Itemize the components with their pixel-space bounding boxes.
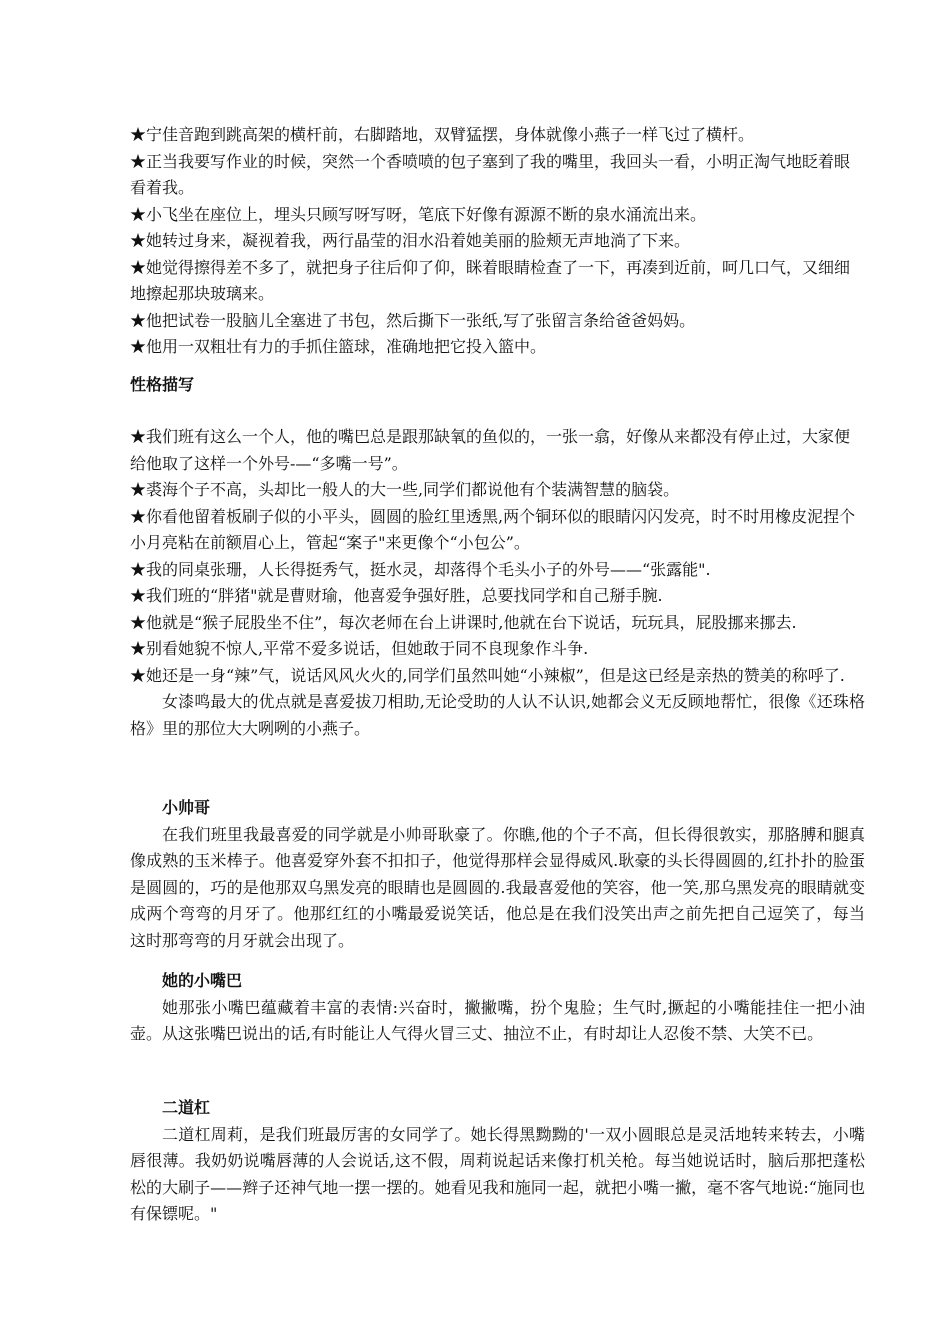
- body-paragraph: 二道杠周莉，是我们班最厉害的女同学了。她长得黑黝黝的'一双小圆眼总是灵活地转来转去，小嘴唇很薄。我奶奶说嘴唇薄的人会说话,这不假，周莉说起话来像打机关枪。每当她说话时，脑后那把蓬松松的大刷子——辫子还神气地一摆一摆的。她看见我和施同一起，就把小嘴一撇，毫不客气地说:“施同也有保镖呢。": [130, 1124, 865, 1223]
- body-paragraph: 在我们班里我最喜爱的同学就是小帅哥耿豪了。你瞧,他的个子不高，但长得很敦实，那胳膊和腿真像成熟的玉米棒子。他喜爱穿外套不扣扣子，他觉得那样会显得威风.耿豪的头长得圆圆的,红扑扑的脸蛋是圆圆的，巧的是他那双乌黑发亮的眼睛也是圆圆的.我最喜爱他的笑容，他一笑,那乌黑发亮的眼睛就变成两个弯弯的月牙了。他那红红的小嘴最爱说笑话，他总是在我们没笑出声之前先把自己逗笑了，每当这时那弯弯的月牙就会出现了。: [130, 824, 865, 950]
- list-item: ★她还是一身“辣”气，说话风风火火的,同学们虽然叫她“小辣椒”，但是这已经是亲热的赞美的称呼了.: [130, 665, 845, 685]
- body-paragraph: 女漆鸣最大的优点就是喜爱拔刀相助,无论受助的人认不认识,她都会义无反顾地帮忙，很像《还珠格格》里的那位大大咧咧的小燕子。: [130, 692, 865, 738]
- list-item: ★你看他留着板刷子似的小平头，圆圆的脸红里透黑,两个铜环似的眼睛闪闪发亮，时不时用橡皮泥捏个小月亮粘在前额眉心上，管起“案子"来更像个“小包公”。: [130, 506, 856, 552]
- section-two-bars: [130, 1095, 865, 1228]
- list-item: ★他用一双粗壮有力的手抓住篮球，准确地把它投入篮中。: [130, 337, 547, 356]
- list-item: ★他就是“猴子屁股坐不住”，每次老师在台上讲课时,他就在台下说话，玩玩具，屁股挪来挪去.: [130, 612, 797, 632]
- list-item: ★宁佳音跑到跳高架的横杆前，右脚踏地，双臂猛摆，身体就像小燕子一样飞过了横杆。: [130, 125, 755, 144]
- list-item: ★她觉得擦得差不多了，就把身子往后仰了仰，眯着眼睛检查了一下，再凑到近前，呵几口气，又细细地擦起那块玻璃来。: [130, 257, 851, 303]
- list-item: ★他把试卷一股脑儿全塞进了书包，然后撕下一张纸,写了张留言条给爸爸妈妈。: [130, 310, 696, 330]
- list-item: ★正当我要写作业的时候，突然一个香喷喷的包子塞到了我的嘴里，我回头一看，小明正淘气地眨着眼看着我。: [130, 151, 851, 197]
- list-item: ★裘海个子不高，头却比一般人的大一些,同学们都说他有个装满智慧的脑袋。: [130, 480, 680, 499]
- section-little-mouth: [130, 968, 865, 1048]
- section-heading: 她的小嘴巴: [162, 971, 243, 990]
- list-item: ★我的同桌张珊，人长得挺秀气，挺水灵，却落得个毛头小子的外号——“张露能".: [130, 559, 711, 579]
- list-item: ★我们班有这么一个人，他的嘴巴总是跟那缺氧的鱼似的，一张一翕，好像从来都没有停止过，大家便给他取了这样一个外号-—“多嘴一号”。: [130, 427, 851, 473]
- section-handsome-boy: [130, 795, 865, 954]
- section-heading: 小帅哥: [162, 798, 211, 817]
- section-personality: [130, 372, 865, 399]
- personality-description-list: [130, 424, 865, 742]
- list-item: ★别看她貌不惊人,平常不爱多说话，但她敢于同不良现象作斗争.: [130, 639, 589, 658]
- body-paragraph: 她那张小嘴巴蕴藏着丰富的表情:兴奋时，撇撇嘴，扮个鬼脸；生气时,撅起的小嘴能挂住一把小油壶。从这张嘴巴说出的话,有时能让人气得火冒三丈、抽泣不止，有时却让人忍俊不禁、大笑不已。: [130, 997, 865, 1043]
- list-item: ★我们班的“胖猪"就是曹财瑜，他喜爱争强好胜，总要找同学和自己掰手腕.: [130, 586, 663, 605]
- list-item: ★她转过身来，凝视着我，两行晶莹的泪水沿着她美丽的脸颊无声地淌了下来。: [130, 231, 691, 250]
- action-description-list: [130, 122, 865, 361]
- list-item: ★小飞坐在座位上，埋头只顾写呀写呀，笔底下好像有源源不断的泉水涌流出来。: [130, 204, 707, 224]
- section-heading: 二道杠: [162, 1098, 211, 1117]
- section-heading: 性格描写: [130, 375, 195, 394]
